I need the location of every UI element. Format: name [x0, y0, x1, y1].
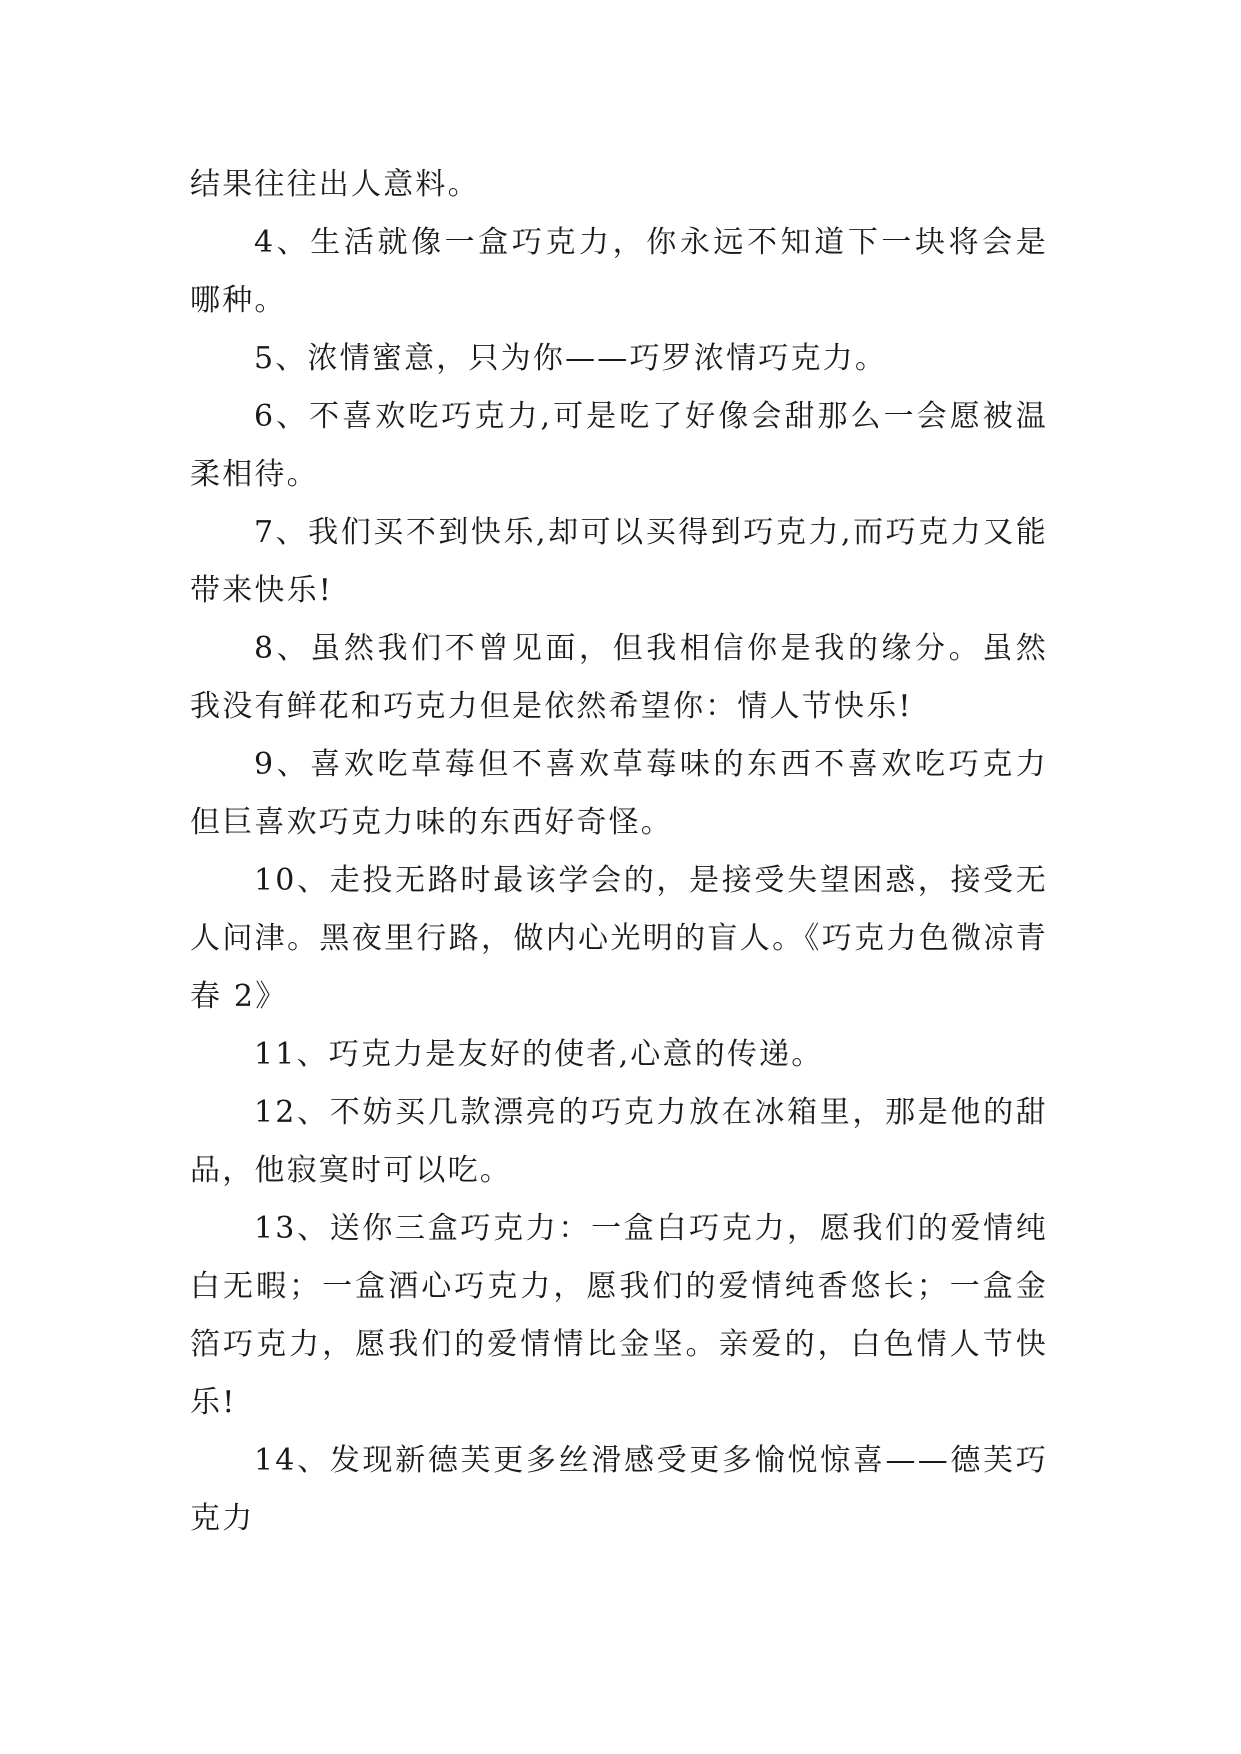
paragraph-continuation: 结果往往出人意料。 [190, 167, 480, 202]
document-page [190, 156, 1048, 1548]
paragraph-item-10: 10、走投无路时最该学会的，是接受失望困惑，接受无人问津。黑夜里行路，做内心光明的盲人。《巧克力色微凉青春 2》 [190, 863, 1048, 1014]
paragraph-item-5: 5、浓情蜜意，只为你——巧罗浓情巧克力。 [254, 341, 888, 376]
paragraph-item-13: 13、送你三盒巧克力：一盒白巧克力，愿我们的爱情纯白无暇；一盒酒心巧克力，愿我们的爱情纯香悠长；一盒金箔巧克力，愿我们的爱情情比金坚。亲爱的，白色情人节快乐! [190, 1211, 1048, 1420]
paragraph-item-6: 6、不喜欢吃巧克力,可是吃了好像会甜那么一会愿被温柔相待。 [190, 399, 1048, 492]
paragraph-item-7: 7、我们买不到快乐,却可以买得到巧克力,而巧克力又能带来快乐! [190, 515, 1048, 608]
paragraph-item-14: 14、发现新德芙更多丝滑感受更多愉悦惊喜——德芙巧克力 [190, 1443, 1048, 1536]
paragraph-item-12: 12、不妨买几款漂亮的巧克力放在冰箱里，那是他的甜品，他寂寞时可以吃。 [190, 1095, 1048, 1188]
paragraph-item-11: 11、巧克力是友好的使者,心意的传递。 [254, 1037, 824, 1072]
paragraph-item-8: 8、虽然我们不曾见面，但我相信你是我的缘分。虽然我没有鲜花和巧克力但是依然希望你：情人节快乐! [190, 631, 1048, 724]
paragraph-item-4: 4、生活就像一盒巧克力，你永远不知道下一块将会是哪种。 [190, 225, 1048, 318]
paragraph-item-9: 9、喜欢吃草莓但不喜欢草莓味的东西不喜欢吃巧克力但巨喜欢巧克力味的东西好奇怪。 [190, 747, 1048, 840]
